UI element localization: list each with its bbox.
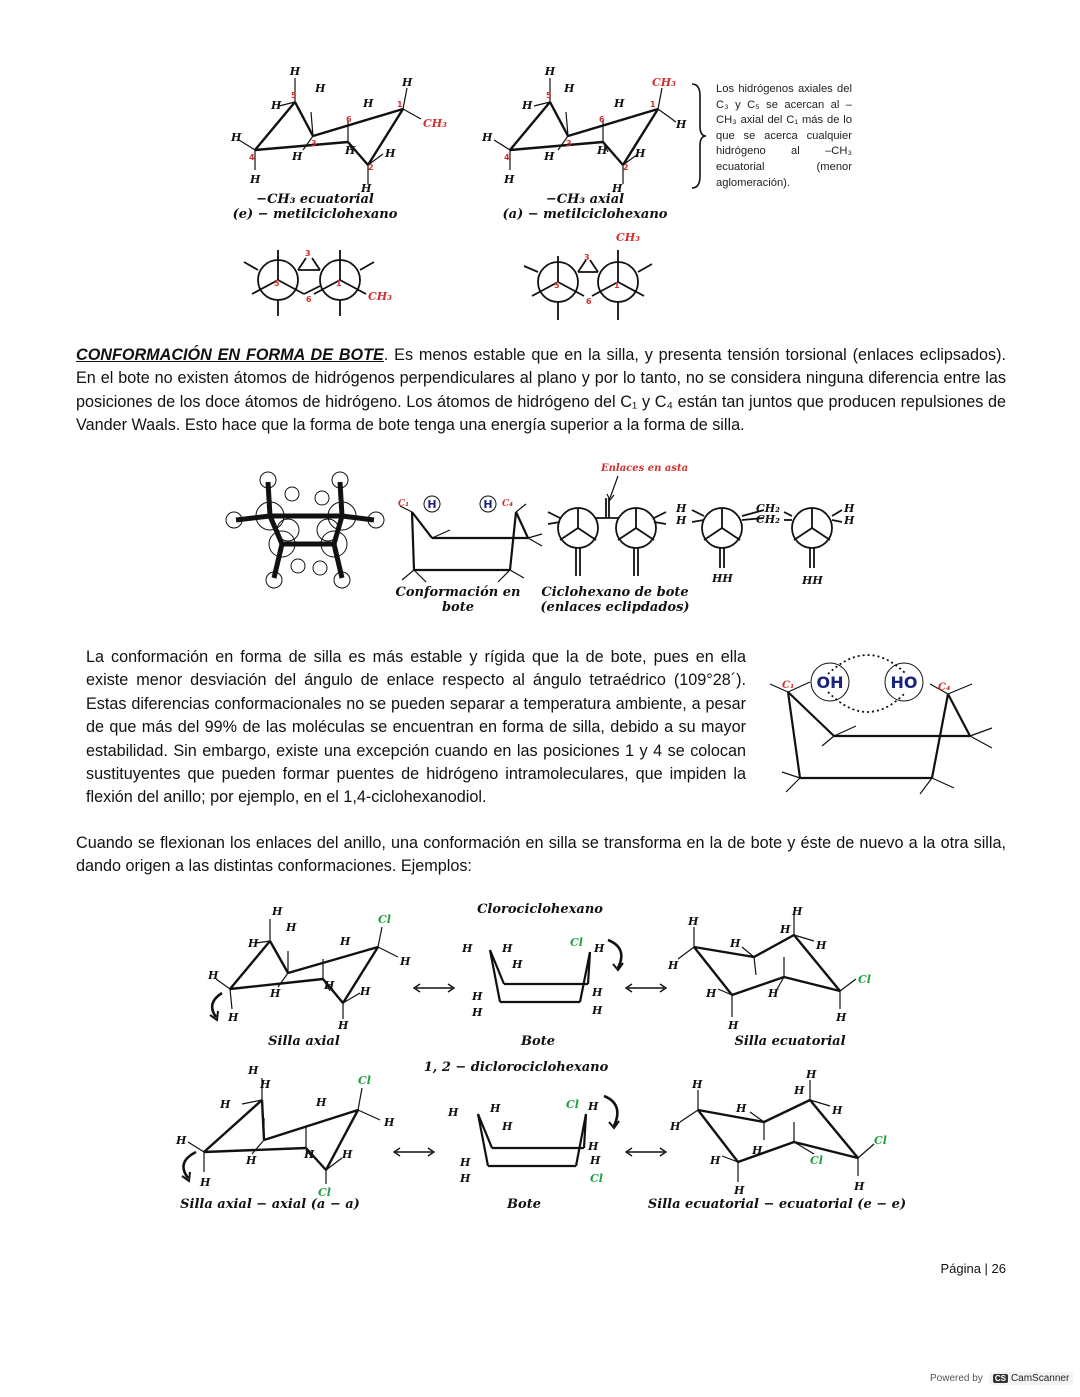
svg-text:H: H — [342, 1148, 353, 1161]
svg-text:H: H — [462, 942, 473, 955]
svg-text:H: H — [806, 1068, 817, 1081]
svg-text:6: 6 — [306, 295, 312, 304]
svg-text:H: H — [564, 82, 575, 95]
svg-text:H: H — [260, 1078, 271, 1091]
svg-text:H: H — [200, 1176, 211, 1189]
chair-axial-methyl — [480, 62, 700, 202]
svg-text:H: H — [592, 1004, 603, 1017]
svg-text:H: H — [730, 937, 741, 950]
svg-text:H: H — [176, 1134, 187, 1147]
svg-text:H: H — [728, 1019, 739, 1032]
svg-text:H: H — [248, 1064, 259, 1077]
svg-text:H: H — [208, 969, 219, 982]
svg-text:1: 1 — [650, 100, 656, 109]
svg-text:CH₃: CH₃ — [423, 117, 447, 130]
svg-text:H: H — [385, 147, 396, 160]
svg-text:6: 6 — [346, 115, 352, 124]
newman-boat-ch2 — [672, 496, 862, 588]
svg-text:3: 3 — [305, 249, 311, 258]
svg-text:5: 5 — [546, 91, 552, 100]
svg-text:H: H — [668, 959, 679, 972]
svg-text:H: H — [676, 502, 687, 515]
svg-text:H: H — [315, 82, 326, 95]
svg-text:H: H — [228, 1011, 239, 1024]
svg-text:H: H — [427, 498, 437, 511]
svg-text:CH₂: CH₂ — [756, 513, 780, 526]
row1-right-label: Silla ecuatorial — [734, 1034, 846, 1049]
svg-text:C₄: C₄ — [938, 682, 951, 693]
svg-text:HH: HH — [802, 574, 823, 587]
svg-text:4: 4 — [504, 153, 510, 162]
svg-text:C₁: C₁ — [782, 680, 795, 691]
svg-text:HH: HH — [712, 572, 733, 585]
svg-text:4: 4 — [249, 153, 255, 162]
svg-text:H: H — [635, 147, 646, 160]
svg-text:HO: HO — [890, 673, 918, 692]
svg-text:H: H — [816, 939, 827, 952]
chair-equatorial-methyl — [225, 62, 455, 202]
camscanner-logo-icon: CS — [994, 1374, 1006, 1383]
svg-text:5: 5 — [291, 91, 297, 100]
svg-text:H: H — [324, 979, 335, 992]
svg-text:H: H — [692, 1078, 703, 1091]
svg-text:H: H — [544, 150, 555, 163]
boat-conformation — [392, 490, 552, 586]
svg-text:CH₃: CH₃ — [368, 290, 392, 303]
newman-boat-caption: Ciclohexano de bote (enlaces eclipdados) — [540, 585, 690, 615]
svg-text:6: 6 — [599, 115, 605, 124]
svg-text:2: 2 — [623, 163, 629, 172]
svg-text:H: H — [286, 921, 297, 934]
chair-equatorial-caption: −CH₃ ecuatorial (e) − metilciclohexano — [232, 192, 398, 222]
svg-text:H: H — [270, 987, 281, 1000]
svg-text:H: H — [483, 498, 493, 511]
svg-text:H: H — [522, 99, 533, 112]
newman-boat — [546, 494, 686, 580]
svg-text:5: 5 — [274, 279, 280, 288]
svg-text:Cl: Cl — [378, 913, 391, 926]
svg-text:H: H — [250, 173, 261, 186]
svg-text:CH₃: CH₃ — [616, 231, 640, 244]
brace — [688, 82, 708, 190]
svg-text:H: H — [590, 1154, 601, 1167]
svg-text:H: H — [512, 958, 523, 971]
newman-axial — [520, 232, 670, 324]
boat-heading: CONFORMACIÓN EN FORMA DE BOTE — [76, 346, 384, 364]
dichloro-chair-axial — [168, 1064, 408, 1199]
chloro-chair-equatorial — [664, 905, 894, 1033]
svg-text:H: H — [340, 935, 351, 948]
equilibrium-arrow-2 — [624, 982, 668, 994]
svg-text:H: H — [836, 1011, 847, 1024]
svg-text:H: H — [271, 99, 282, 112]
newman-equatorial — [240, 246, 410, 326]
svg-text:OH: OH — [816, 673, 844, 692]
row1-title: Clorociclohexano — [477, 902, 603, 917]
svg-text:CH₂: CH₂ — [756, 502, 780, 515]
axial-hydrogen-note: Los hidrógenos axiales del C₃ y C₅ se acercan al –CH₃ axial del C₁ más de lo que se acerca cualquier hidrógeno al –CH₃ ecuatorial (menor aglomeración). — [716, 83, 852, 189]
row2-title: 1, 2 − diclorociclohexano — [423, 1060, 609, 1075]
svg-text:H: H — [272, 905, 283, 918]
svg-text:Cl: Cl — [590, 1172, 603, 1185]
camscanner-badge: Powered by CS CamScanner — [930, 1372, 1073, 1385]
svg-text:3: 3 — [311, 139, 317, 148]
svg-text:1: 1 — [336, 279, 342, 288]
row1-middle-label: Bote — [521, 1034, 555, 1049]
svg-text:1: 1 — [397, 100, 403, 109]
svg-text:H: H — [402, 76, 413, 89]
svg-text:H: H — [292, 150, 303, 163]
svg-text:Cl: Cl — [570, 936, 583, 949]
cyclohexanediol-boat — [764, 648, 1004, 798]
svg-text:H: H — [448, 1106, 459, 1119]
chair-axial-caption: −CH₃ axial (a) − metilciclohexano — [502, 192, 668, 222]
svg-text:H: H — [472, 1006, 483, 1019]
boat-caption: Conformación en bote — [395, 585, 521, 615]
svg-text:Cl: Cl — [358, 1074, 371, 1087]
svg-text:Cl: Cl — [810, 1154, 823, 1167]
row2-middle-label: Bote — [507, 1197, 541, 1212]
svg-text:Cl: Cl — [566, 1098, 579, 1111]
svg-text:H: H — [460, 1156, 471, 1169]
svg-text:H: H — [676, 118, 687, 131]
row2-right-label: Silla ecuatorial − ecuatorial (e − e) — [647, 1197, 907, 1212]
svg-text:H: H — [360, 985, 371, 998]
svg-text:H: H — [400, 955, 411, 968]
svg-text:H: H — [706, 987, 717, 1000]
svg-text:H: H — [588, 1140, 599, 1153]
svg-text:H: H — [504, 173, 515, 186]
svg-text:H: H — [832, 1104, 843, 1117]
svg-text:H: H — [231, 131, 242, 144]
boat-paragraph: CONFORMACIÓN EN FORMA DE BOTE. Es menos estable que en la silla, y presenta tensión torsional (enlaces eclipsados). En el bote no existen átomos de hidrógenos perpendiculares al plano y por lo tanto, no se considera ninguna diferencia entre las posiciones de los doce átomos de hidrógeno. Los átomos de hidrógeno del C₁ y C₄ están tan juntos que producen repulsiones de Vander Waals. Esto hace que la forma de bote tenga una energía superior a la forma de silla. — [76, 346, 1006, 435]
svg-text:H: H — [220, 1098, 231, 1111]
svg-text:H: H — [597, 144, 608, 157]
svg-text:H: H — [289, 65, 301, 78]
svg-text:H: H — [688, 915, 699, 928]
svg-text:H: H — [752, 1144, 763, 1157]
svg-text:1: 1 — [614, 281, 620, 290]
svg-text:H: H — [780, 923, 791, 936]
svg-text:H: H — [768, 987, 779, 1000]
row1-left-label: Silla axial — [268, 1034, 340, 1049]
svg-text:H: H — [792, 905, 803, 918]
svg-text:H: H — [472, 990, 483, 1003]
svg-text:H: H — [736, 1102, 747, 1115]
svg-text:H: H — [844, 502, 855, 515]
svg-text:H: H — [676, 514, 687, 527]
row2-left-label: Silla axial − axial (a − a) — [180, 1197, 360, 1212]
svg-text:H: H — [460, 1172, 471, 1185]
svg-text:H: H — [502, 1120, 513, 1133]
svg-text:H: H — [363, 97, 374, 110]
svg-text:2: 2 — [368, 163, 374, 172]
svg-text:H: H — [384, 1116, 395, 1129]
svg-text:H: H — [734, 1184, 745, 1197]
dichloro-chair-equatorial — [664, 1068, 904, 1198]
dichloro-boat — [444, 1094, 634, 1190]
page-number: Página | 26 — [940, 1261, 1006, 1276]
chloro-boat — [458, 930, 638, 1026]
svg-text:C₁: C₁ — [398, 499, 410, 509]
svg-text:H: H — [612, 182, 623, 195]
svg-text:H: H — [592, 986, 603, 999]
svg-text:H: H — [345, 144, 356, 157]
svg-text:H: H — [794, 1084, 805, 1097]
flip-paragraph: Cuando se flexionan los enlaces del anillo, una conformación en silla se transforma en la de bote y éste de nuevo a la otra silla, dando origen a las distintas conformaciones. Ejemplos: — [76, 834, 1006, 876]
svg-text:H: H — [248, 937, 259, 950]
svg-text:H: H — [246, 1154, 257, 1167]
equilibrium-arrow-1 — [412, 982, 456, 994]
flagpole-label: Enlaces en asta — [601, 463, 689, 474]
svg-text:H: H — [854, 1180, 865, 1193]
svg-text:H: H — [844, 514, 855, 527]
chloro-chair-axial — [200, 905, 430, 1033]
svg-text:3: 3 — [584, 253, 590, 262]
svg-text:H: H — [316, 1096, 327, 1109]
svg-text:H: H — [594, 942, 605, 955]
svg-text:3: 3 — [566, 139, 572, 148]
svg-text:Cl: Cl — [318, 1186, 331, 1199]
svg-text:H: H — [614, 97, 625, 110]
stability-paragraph: La conformación en forma de silla es más estable y rígida que la de bote, pues en ella existe menor desviación del ángulo de enlace respecto al ángulo tetraédrico (109°28´). Estas diferencias conformacionales no se pueden separar a temperatura ambiente, a pesar de que más del 99% de las moléculas se encuentran en forma de silla, debido a su mayor estabilidad. Sin embargo, existe una excepción cuando en las posiciones 1 y 4 se colocan sustituyentes que pueden formar puentes de hidrógeno intramoleculares, que impiden la flexión del anillo; por ejemplo, en el 1,4-ciclohexanodiol. — [86, 648, 746, 807]
svg-text:H: H — [710, 1154, 721, 1167]
ball-stick-boat-model — [222, 468, 390, 594]
svg-text:5: 5 — [554, 281, 560, 290]
svg-text:H: H — [361, 182, 372, 195]
svg-text:Cl: Cl — [858, 973, 871, 986]
svg-text:H: H — [482, 131, 493, 144]
svg-text:CH₃: CH₃ — [652, 76, 676, 89]
svg-text:H: H — [490, 1102, 501, 1115]
svg-text:Cl: Cl — [874, 1134, 887, 1147]
svg-text:H: H — [670, 1120, 681, 1133]
svg-text:H: H — [338, 1019, 349, 1032]
equilibrium-arrow-3 — [392, 1146, 436, 1158]
svg-text:C₄: C₄ — [502, 499, 514, 509]
svg-text:H: H — [544, 65, 556, 78]
svg-text:6: 6 — [586, 297, 592, 306]
svg-text:H: H — [304, 1148, 315, 1161]
svg-text:H: H — [502, 942, 513, 955]
svg-text:H: H — [588, 1100, 599, 1113]
equilibrium-arrow-4 — [624, 1146, 668, 1158]
